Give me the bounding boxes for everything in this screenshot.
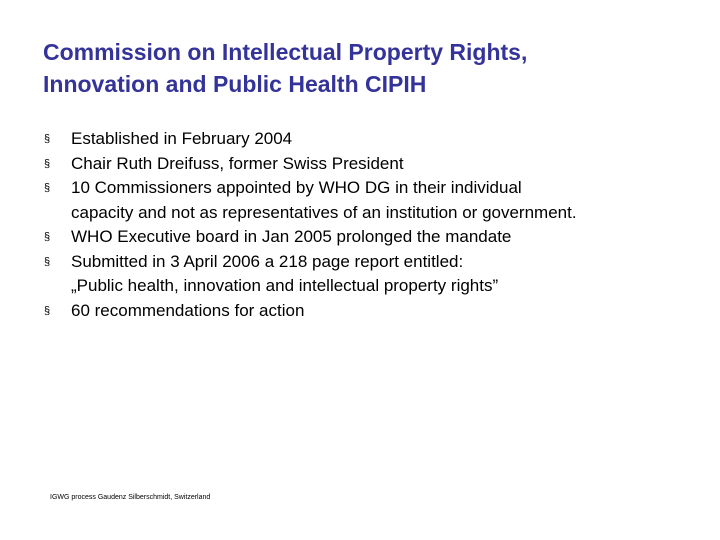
- slide-title-line-2: Innovation and Public Health CIPIH: [43, 71, 427, 97]
- bullet-established-text: Established in February 2004: [71, 129, 293, 148]
- bullet-recommendations: [44, 299, 704, 324]
- bullet-commissioners: [44, 176, 704, 225]
- bullet-commissioners-text-line-1: 10 Commissioners appointed by WHO DG in their individual: [71, 178, 522, 197]
- bullet-recommendations-text: 60 recommendations for action: [71, 300, 305, 320]
- bullet-list: [44, 127, 704, 323]
- section-bullet-icon: §: [44, 133, 51, 145]
- bullet-established: [44, 127, 704, 152]
- bullet-chair: [44, 152, 704, 177]
- bullet-chair-text: Chair Ruth Dreifuss, former Swiss President: [71, 153, 404, 173]
- bullet-commissioners-text-line-2: capacity and not as representatives of an institution or government.: [71, 202, 577, 222]
- section-bullet-icon: §: [44, 157, 51, 170]
- slide-footer: IGWG process Gaudenz Silberschmidt, Switzerland: [50, 494, 211, 501]
- bullet-executive-board: [44, 225, 704, 250]
- section-bullet-icon: §: [44, 255, 51, 268]
- bullet-report-text-line-1: Submitted in 3 April 2006 a 218 page report entitled:: [71, 251, 464, 271]
- bullet-report-text-line-2: „Public health, innovation and intellectual property rights”: [71, 276, 499, 295]
- section-bullet-icon: §: [44, 231, 51, 243]
- bullet-executive-board-text: WHO Executive board in Jan 2005 prolonged the mandate: [71, 227, 512, 246]
- slide-title: [43, 36, 693, 100]
- section-bullet-icon: §: [44, 304, 51, 317]
- section-bullet-icon: §: [44, 182, 51, 194]
- bullet-report: [44, 250, 704, 299]
- slide-title-line-1: Commission on Intellectual Property Rights,: [43, 39, 528, 65]
